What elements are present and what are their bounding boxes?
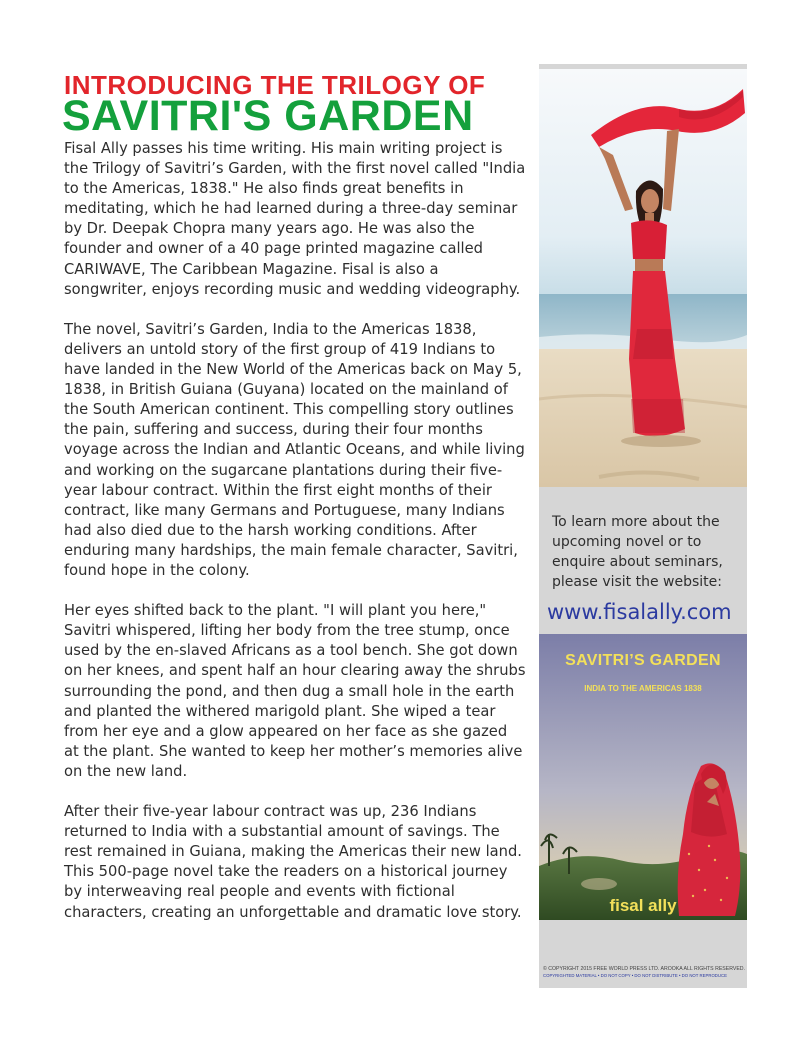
article-body: [64, 139, 526, 943]
paragraph-conclusion: After their five-year labour contract was up, 236 Indians returned to India with a substantial amount of savings. The rest remained in Guiana, making the Americas their new land. This 500-page novel take the readers on a historical journey by interweaving real people and events with fictional characters, creating an unforgettable and dramatic love story.: [64, 803, 522, 921]
paragraph-excerpt: Her eyes shifted back to the plant. "I will plant you here," Savitri whispered, lifting her body from the tree stump, once used by the en-slaved Africans as a tool bench. She got down on her knees, and spent half an hour clearing away the shrubs surrounding the pond, and then dug a small hole in the earth and planted the withered marigold plant. She wiped a tear from her eye and a glow appeared on her face as she gazed at the plant. She wanted to keep her mother’s memories alive on the new land.: [64, 602, 526, 780]
cover-author: fisal ally: [609, 896, 677, 915]
website-link[interactable]: www.fisalally.com: [547, 600, 732, 624]
paragraph-author-bio: Fisal Ally passes his time writing. His main writing project is the Trilogy of Savitri’s Garden, with the first novel called "India to the Americas, 1838." He also finds great benefits in meditating, which he had learned during a three-day seminar by Dr. Deepak Chopra many years ago. He was also the founder and owner of a 40 page printed magazine called CARIWAVE, The Caribbean Magazine. Fisal is also a songwriter, enjoys recording music and wedding videography.: [64, 140, 526, 298]
cover-subtitle: INDIA TO THE AMERICAS 1838: [584, 684, 702, 693]
title-savitris-garden: SAVITRI'S GARDEN: [62, 92, 474, 140]
copyright-line: © COPYRIGHT 2015 FREE WORLD PRESS LTD. AROOKA ALL RIGHTS RESERVED.: [543, 966, 745, 972]
book-cover: [539, 634, 747, 920]
cta-text: To learn more about the upcoming novel or to enquire about seminars, please visit the website:: [552, 514, 723, 590]
paragraph-novel-summary: The novel, Savitri’s Garden, India to the Americas 1838, delivers an untold story of the first group of 419 Indians to have landed in the New World of the Americas back on May 5, 1838, in British Guiana (Guyana) located on the mainland of the South American continent. This compelling story outlines the pain, suffering and success, during their four months voyage across the Indian and Atlantic Oceans, and while living and working on the sugarcane plantations during their five-year labour contract. Within the first eight months of their contract, like many Germans and Portuguese, many Indians had also died due to the harsh working conditions. After enduring many hardships, the main female character, Savitri, found hope in the colony.: [64, 320, 525, 579]
cover-title: SAVITRI’S GARDEN: [565, 652, 721, 669]
woman-on-beach-photo: [539, 69, 747, 487]
book-cover-illustration: [539, 634, 747, 920]
copyright-notice: COPYRIGHTED MATERIAL • DO NOT COPY • DO NOT DISTRIBUTE • DO NOT REPRODUCE: [543, 973, 727, 978]
title-intro: INTRODUCING THE TRILOGY OF: [64, 70, 486, 100]
